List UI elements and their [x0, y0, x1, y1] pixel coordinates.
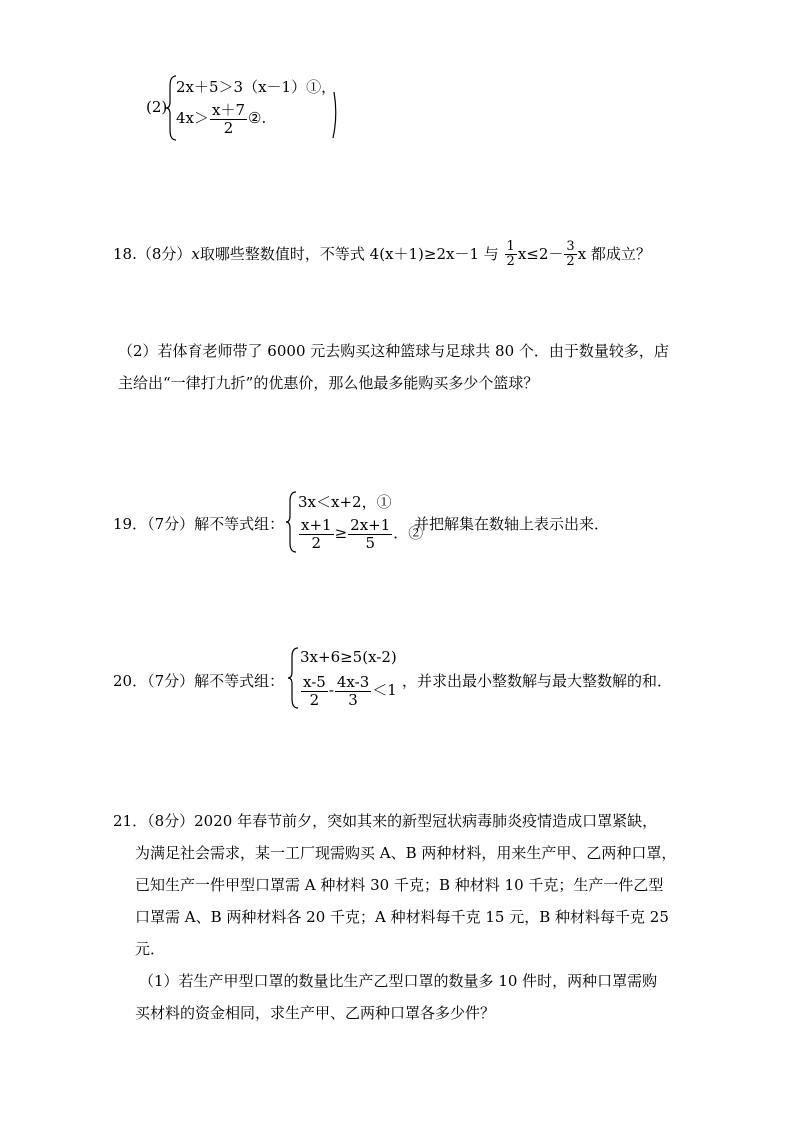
q19-frac1-den: 2: [311, 533, 322, 552]
left-brace-icon: [284, 490, 298, 554]
q21-line-5: 元．: [135, 940, 166, 958]
basketball-line-1: （2）若体育老师带了 6000 元去购买这种篮球与足球共 80 个．由于数量较多，店: [118, 342, 669, 360]
q20-inequality-2: [300, 674, 397, 708]
left-brace-icon: [286, 646, 300, 710]
q20-suffix: ，并求出最小整数解与最大整数解的和．: [402, 672, 673, 690]
q21-line-1: 21．（8分）2020 年春节前夕，突如其来的新型冠状病毒肺炎疫情造成口罩紧缺，: [113, 812, 658, 830]
q20-frac1-num: x-5: [303, 673, 326, 691]
q17-frac-den: 2: [223, 118, 234, 137]
q18-frac1-num: 1: [506, 239, 515, 254]
q18: [113, 240, 651, 270]
q21-line-2: 为满足社会需求，某一工厂现需购买 A、B 两种材料，用来生产甲、乙两种口罩，: [135, 844, 677, 862]
q18-middle: 取哪些整数值时，不等式 4(x＋1)≥2x－1 与: [199, 244, 504, 263]
q20-inequality-1: 3x+6≥5(x-2): [300, 648, 397, 666]
q17-part2-label: (2): [146, 98, 168, 116]
q19-frac-2: [348, 517, 392, 551]
q17-ineq2-suffix: ②.: [248, 109, 267, 127]
q19-frac2-den: 5: [365, 533, 375, 552]
q19-prefix: 19．（7分）解不等式组：: [113, 515, 285, 533]
q19-inequality-2: [298, 517, 423, 551]
q21: [113, 805, 676, 1029]
q19-ge: ≥: [334, 524, 348, 542]
q18-frac2-den: 2: [566, 254, 575, 270]
q18-var: x: [191, 244, 200, 263]
q20-minus: -: [328, 681, 334, 699]
basketball-line-2: 主给出“一律打九折”的优惠价，那么他最多能购买多少个篮球？: [118, 374, 539, 392]
q20-frac-2: [335, 674, 371, 708]
q20-frac1-den: 2: [309, 690, 320, 709]
q19-mark2: ．②: [393, 524, 424, 542]
q21-line-6: （1）若生产甲型口罩的数量比生产乙型口罩的数量多 10 件时，两种口罩需购: [139, 972, 658, 990]
q18-frac-2: [564, 240, 576, 270]
q17-frac-num: x＋7: [212, 101, 246, 119]
right-paren-stroke-icon: [330, 90, 340, 140]
q18-frac2-num: 3: [566, 239, 575, 254]
basketball-question: [118, 335, 669, 399]
q18-mid2: x≤2－: [517, 244, 564, 263]
q19-frac1-num: x+1: [301, 516, 332, 534]
q20-lt: ＜1: [372, 681, 397, 699]
q17-inequality-2: [176, 102, 266, 136]
q18-prefix: 18.（8分）: [113, 244, 192, 263]
q18-frac1-den: 2: [506, 254, 515, 270]
q19-suffix: 并把解集在数轴上表示出来．: [414, 515, 610, 533]
q20-frac2-num: 4x-3: [336, 673, 370, 691]
q20-frac-1: [301, 674, 328, 708]
q20-prefix: 20．（7分）解不等式组：: [113, 672, 285, 690]
q21-line-4: 口罩需 A、B 两种材料各 20 千克；A 种材料每千克 15 元，B 种材料每千克 25: [135, 908, 669, 926]
q19-frac2-num: 2x+1: [350, 516, 391, 534]
q20-frac2-den: 3: [348, 690, 358, 709]
q18-frac-1: [505, 240, 517, 270]
q17-fraction: [210, 102, 247, 136]
q21-line-3: 已知生产一件甲型口罩需 A 种材料 30 千克；B 种材料 10 千克；生产一件乙型: [135, 876, 664, 894]
q19-frac-1: [299, 517, 334, 551]
q21-line-7: 买材料的资金相同，求生产甲、乙两种口罩各多少件？: [135, 1004, 496, 1022]
q18-suffix: x 都成立？: [577, 244, 651, 263]
q17-ineq2-prefix: 4x＞: [176, 109, 210, 127]
q19-inequality-1: 3x＜x+2，①: [298, 493, 392, 511]
q17-inequality-1: 2x＋5＞3（x－1）①，: [176, 78, 337, 96]
